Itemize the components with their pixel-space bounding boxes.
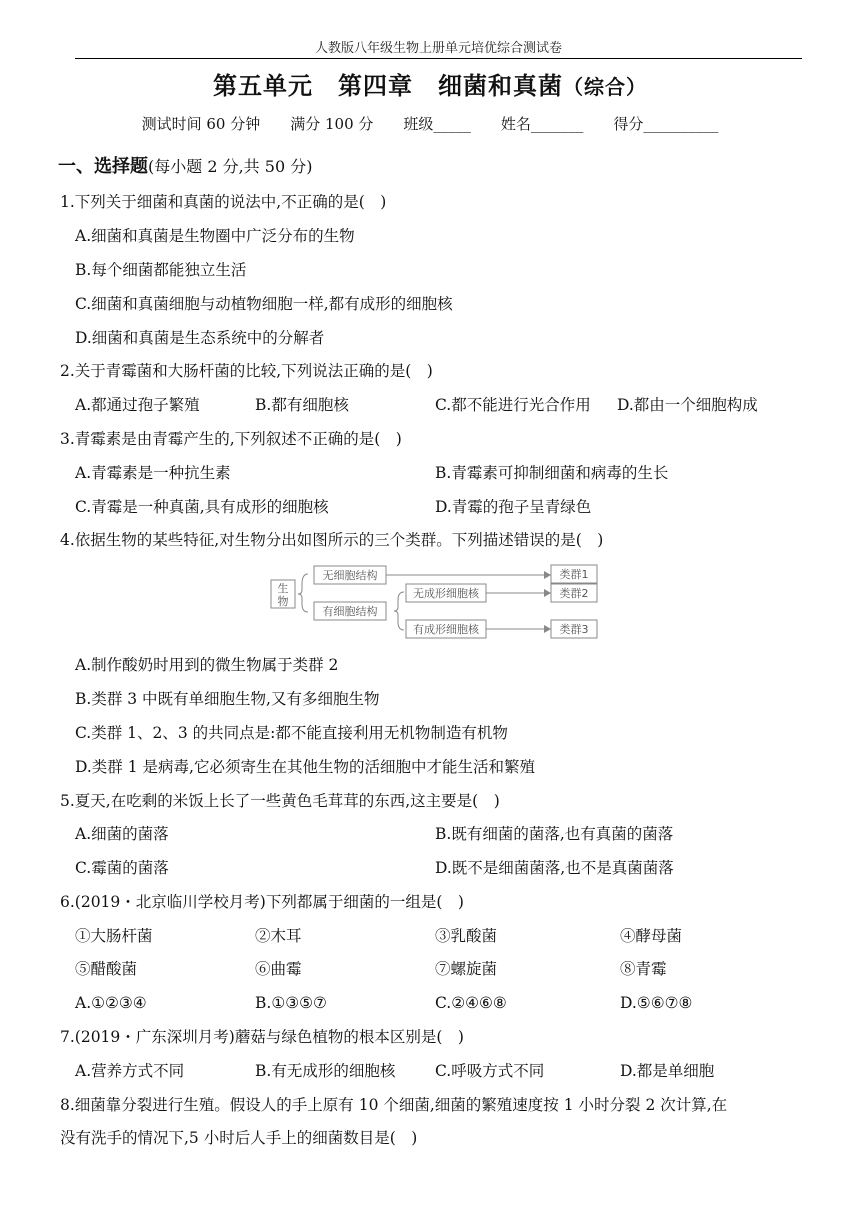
diagram-root-1: 生 [277, 582, 289, 595]
option: B.有无成形的细胞核 [255, 1062, 396, 1080]
item: ④酵母菌 [620, 927, 683, 945]
page-title [0, 66, 860, 101]
diagram-sub1: 无成形细胞核 [413, 587, 479, 600]
question-stem: 3.青霉素是由青霉产生的,下列叙述不正确的是( ) [60, 430, 402, 448]
option: C.②④⑥⑧ [435, 994, 507, 1012]
option: B.都有细胞核 [255, 396, 349, 414]
option: A.制作酸奶时用到的微生物属于类群 2 [75, 656, 339, 674]
question-stem: 5.夏天,在吃剩的米饭上长了一些黄色毛茸茸的东西,这主要是( ) [60, 792, 500, 810]
question-stem: 4.依据生物的某些特征,对生物分出如图所示的三个类群。下列描述错误的是( ) [60, 531, 604, 549]
diagram-sub2: 有成形细胞核 [413, 623, 479, 636]
question-stem: 2.关于青霉菌和大肠杆菌的比较,下列说法正确的是( ) [60, 362, 433, 380]
option: C.细菌和真菌细胞与动植物细胞一样,都有成形的细胞核 [75, 295, 453, 313]
option: A.都通过孢子繁殖 [75, 396, 200, 414]
classification-diagram [268, 560, 628, 644]
diagram-branch1: 无细胞结构 [322, 569, 378, 582]
option: C.都不能进行光合作用 [435, 396, 591, 414]
option: B.既有细菌的菌落,也有真菌的菌落 [435, 825, 674, 843]
item: ②木耳 [255, 927, 302, 945]
option: D.既不是细菌菌落,也不是真菌菌落 [435, 859, 674, 877]
option: A.营养方式不同 [75, 1062, 185, 1080]
option: B.①③⑤⑦ [255, 994, 327, 1012]
option: D.青霉的孢子呈青绿色 [435, 498, 592, 516]
question-stem: 1.下列关于细菌和真菌的说法中,不正确的是( ) [60, 193, 387, 211]
option: B.类群 3 中既有单细胞生物,又有多细胞生物 [75, 690, 380, 708]
item: ⑧青霉 [620, 960, 667, 978]
option: C.呼吸方式不同 [435, 1062, 545, 1080]
item: ⑥曲霉 [255, 960, 302, 978]
running-head: 人教版八年级生物上册单元培优综合测试卷 [314, 41, 562, 56]
section-note: (每小题 2 分,共 50 分) [148, 157, 313, 176]
option: C.青霉是一种真菌,具有成形的细胞核 [75, 498, 329, 516]
option: A.细菌的菌落 [75, 825, 169, 843]
diagram-root-2: 物 [277, 595, 289, 608]
section-title: 一、选择题 [58, 156, 148, 177]
diagram-branch2: 有细胞结构 [322, 605, 378, 618]
option: D.类群 1 是病毒,它必须寄生在其他生物的活细胞中才能生活和繁殖 [75, 758, 535, 776]
item: ⑦螺旋菌 [435, 960, 498, 978]
header-rule [75, 58, 802, 59]
question-stem-continued: 没有洗手的情况下,5 小时后人手上的细菌数目是( ) [60, 1129, 418, 1147]
option: B.青霉素可抑制细菌和病毒的生长 [435, 464, 669, 482]
section-heading [58, 152, 312, 178]
option: A.细菌和真菌是生物圈中广泛分布的生物 [75, 227, 355, 245]
item: ⑤醋酸菌 [75, 960, 138, 978]
option: D.⑤⑥⑦⑧ [620, 994, 693, 1012]
option: D.都由一个细胞构成 [617, 396, 758, 414]
title-sub: （综合） [563, 75, 647, 99]
item: ③乳酸菌 [435, 927, 498, 945]
question-stem: 8.细菌靠分裂进行生殖。假设人的手上原有 10 个细菌,细菌的繁殖速度按 1 小时分裂 2 次计算,在 [60, 1096, 728, 1114]
option: C.霉菌的菌落 [75, 859, 169, 877]
option: C.类群 1、2、3 的共同点是:都不能直接利用无机物制造有机物 [75, 724, 508, 742]
option: B.每个细菌都能独立生活 [75, 261, 247, 279]
option: D.都是单细胞 [620, 1062, 715, 1080]
diagram-group2: 类群2 [559, 587, 589, 600]
item: ①大肠杆菌 [75, 927, 153, 945]
option: A.青霉素是一种抗生素 [75, 464, 231, 482]
option: A.①②③④ [75, 994, 147, 1012]
title-main: 第五单元 第四章 细菌和真菌 [213, 72, 563, 100]
question-stem: 7.(2019・广东深圳月考)蘑菇与绿色植物的根本区别是( ) [60, 1028, 464, 1046]
option: D.细菌和真菌是生态系统中的分解者 [75, 329, 325, 347]
question-stem: 6.(2019・北京临川学校月考)下列都属于细菌的一组是( ) [60, 893, 464, 911]
diagram-group3: 类群3 [559, 623, 589, 636]
exam-info: 测试时间 60 分钟 满分 100 分 班级_____ 姓名_______ 得分__________ [141, 115, 719, 133]
diagram-group1: 类群1 [559, 568, 589, 581]
